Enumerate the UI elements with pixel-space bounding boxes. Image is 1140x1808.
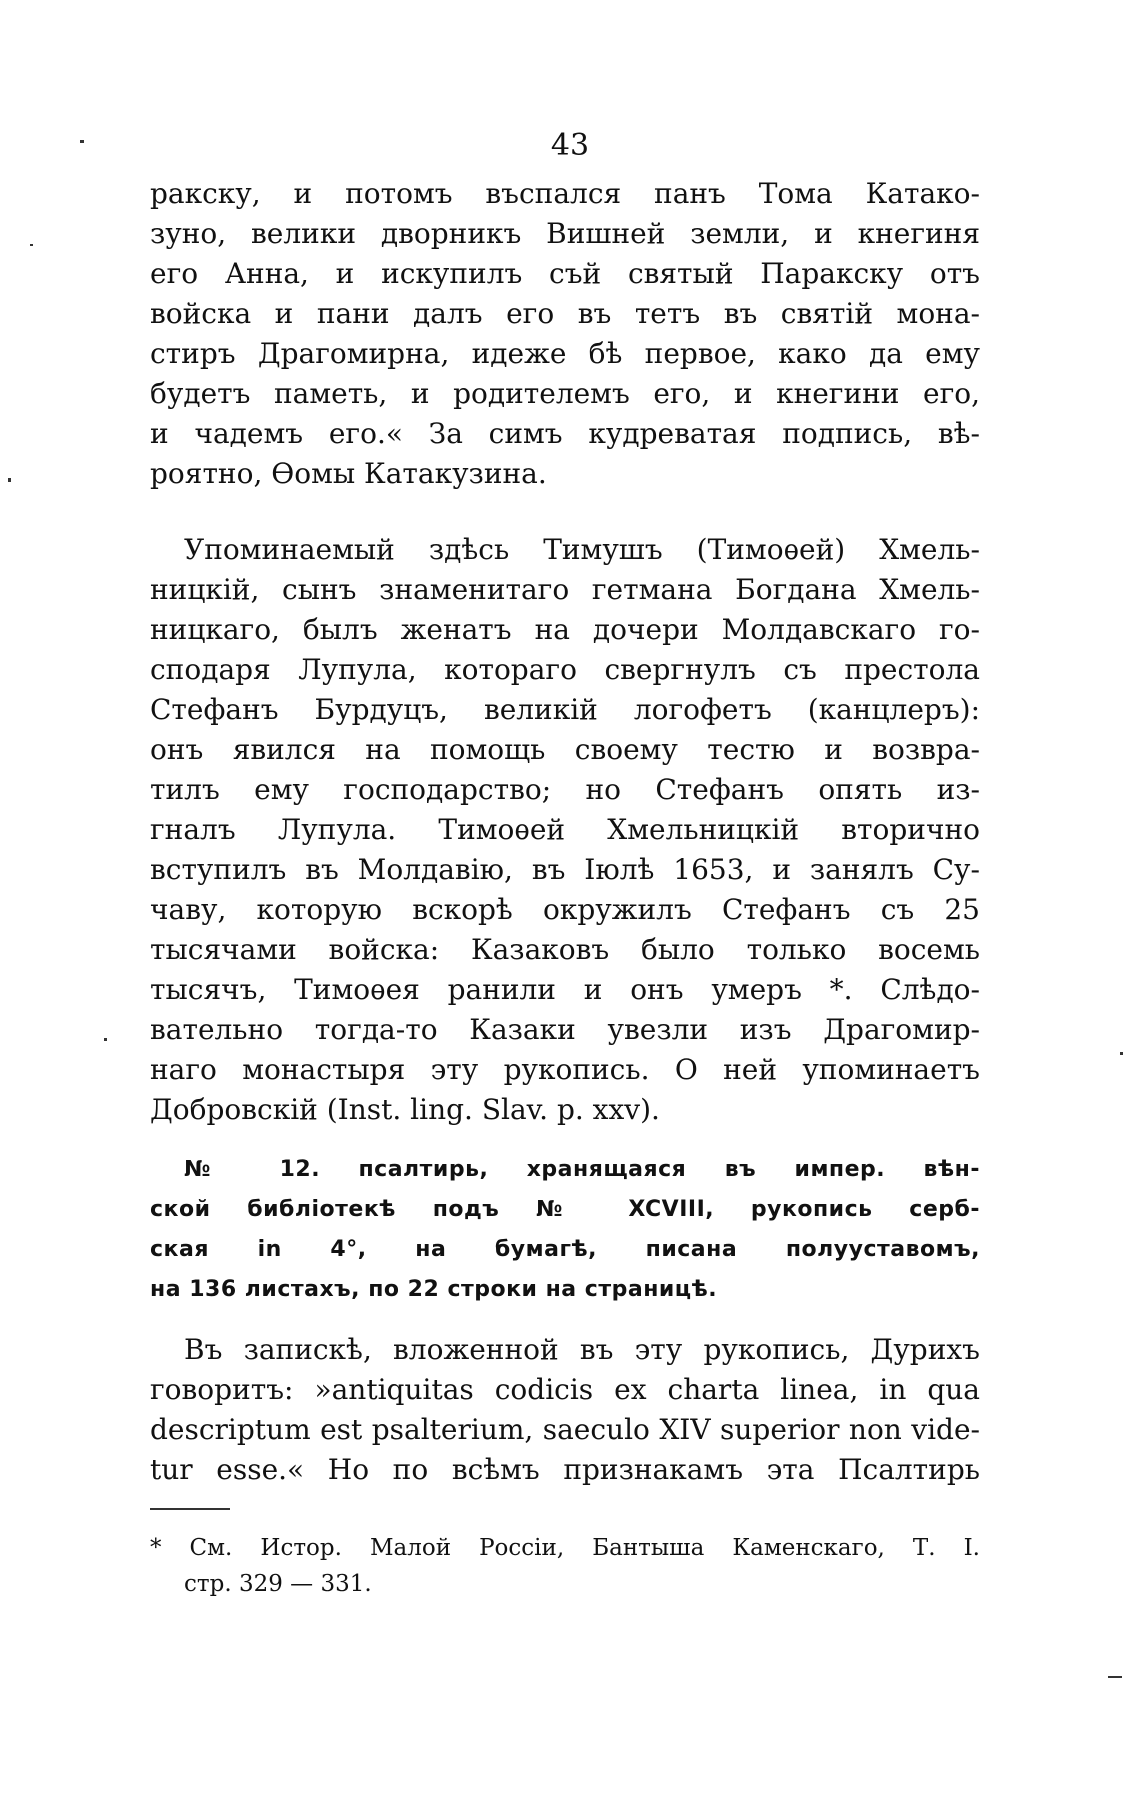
text-line: и чадемъ его.« За симъ кудреватая подпись, вѣ- (150, 417, 980, 450)
text-line: чаву, которую вскорѣ окружилъ Стефанъ съ 25 (150, 893, 980, 926)
text-line: вступилъ въ Молдавію, въ Іюлѣ 1653, и занялъ Су- (150, 853, 980, 886)
text-line: тилъ ему господарство; но Стефанъ опять из- (150, 773, 980, 806)
text-line: гналъ Лупула. Тимоѳей Хмельницкій вторично (150, 813, 980, 846)
scan-speck (80, 140, 84, 143)
heading-line: на 136 листахъ, по 22 строки на страницѣ. (150, 1277, 718, 1302)
paragraph-2 (150, 530, 980, 1130)
footnote (150, 1530, 980, 1602)
footnote-rule (150, 1508, 230, 1510)
heading-line: ской библіотекѣ подъ № XCVIII, рукопись серб- (150, 1197, 980, 1222)
paragraph-3 (150, 1330, 980, 1490)
text-line: говоритъ: »antiquitas codicis ex charta linea, in qua (150, 1373, 980, 1406)
text-line: сподаря Лупула, котораго свергнулъ съ престола (150, 653, 980, 686)
text-line: его Анна, и искупилъ съй святый Паракску отъ (150, 257, 980, 290)
text-line: будетъ паметь, и родителемъ его, и кнегини его, (150, 377, 980, 410)
text-line: ницкаго, былъ женатъ на дочери Молдавскаго го- (150, 613, 980, 646)
text-line: тысячами войска: Казаковъ было только восемь (150, 933, 980, 966)
heading-line: ская in 4°, на бумагѣ, писана полууставомъ, (150, 1237, 980, 1262)
text-line: войска и пани далъ его въ тетъ въ святій мона- (150, 297, 980, 330)
paragraph-1 (150, 174, 980, 494)
scan-speck (8, 478, 11, 482)
text-line: наго монастыря эту рукопись. О ней упоминаетъ (150, 1053, 980, 1086)
text-line: Добровскій (Inst. ling. Slav. p. xxv). (150, 1093, 660, 1126)
scan-speck (1108, 1676, 1122, 1678)
scan-speck (30, 244, 33, 246)
heading-line: № 12. псалтирь, хранящаяся въ импер. вѣн- (184, 1157, 980, 1182)
footnote-line: стр. 329 — 331. (184, 1571, 372, 1597)
text-line: вательно тогда-то Казаки увезли изъ Драгомир- (150, 1013, 980, 1046)
text-line: тысячъ, Тимоѳея ранили и онъ умеръ *. Слѣдо- (150, 973, 980, 1006)
scan-speck (104, 1038, 107, 1041)
text-line: Въ запискѣ, вложенной въ эту рукопись, Дурихъ (184, 1333, 980, 1366)
page-number: 43 (550, 128, 590, 163)
text-line: tur esse.« Но по всѣмъ признакамъ эта Псалтирь (150, 1453, 980, 1486)
text-line: стиръ Драгомирна, идеже бѣ первое, како да ему (150, 337, 980, 370)
text-line: онъ явился на помощь своему тестю и возвра- (150, 733, 980, 766)
text-line: Упоминаемый здѣсь Тимушъ (Тимоѳей) Хмель- (184, 533, 980, 566)
text-line: descriptum est psalterium, saeculo XIV superior non vide- (150, 1413, 980, 1446)
text-line: ницкій, сынъ знаменитаго гетмана Богдана Хмель- (150, 573, 980, 606)
text-line: зуно, велики дворникъ Вишней земли, и кнегиня (150, 217, 980, 250)
text-line: Стефанъ Бурдуцъ, великій логофетъ (канцлеръ): (150, 693, 980, 726)
manuscript-heading (150, 1150, 980, 1310)
footnote-line: * См. Истор. Малой Россіи, Бантыша Каменскаго, Т. I. (150, 1535, 980, 1561)
text-line: ракску, и потомъ въспался панъ Тома Катако- (150, 177, 980, 210)
scan-speck (1120, 1052, 1123, 1055)
text-line: роятно, Ѳомы Катакузина. (150, 457, 547, 490)
